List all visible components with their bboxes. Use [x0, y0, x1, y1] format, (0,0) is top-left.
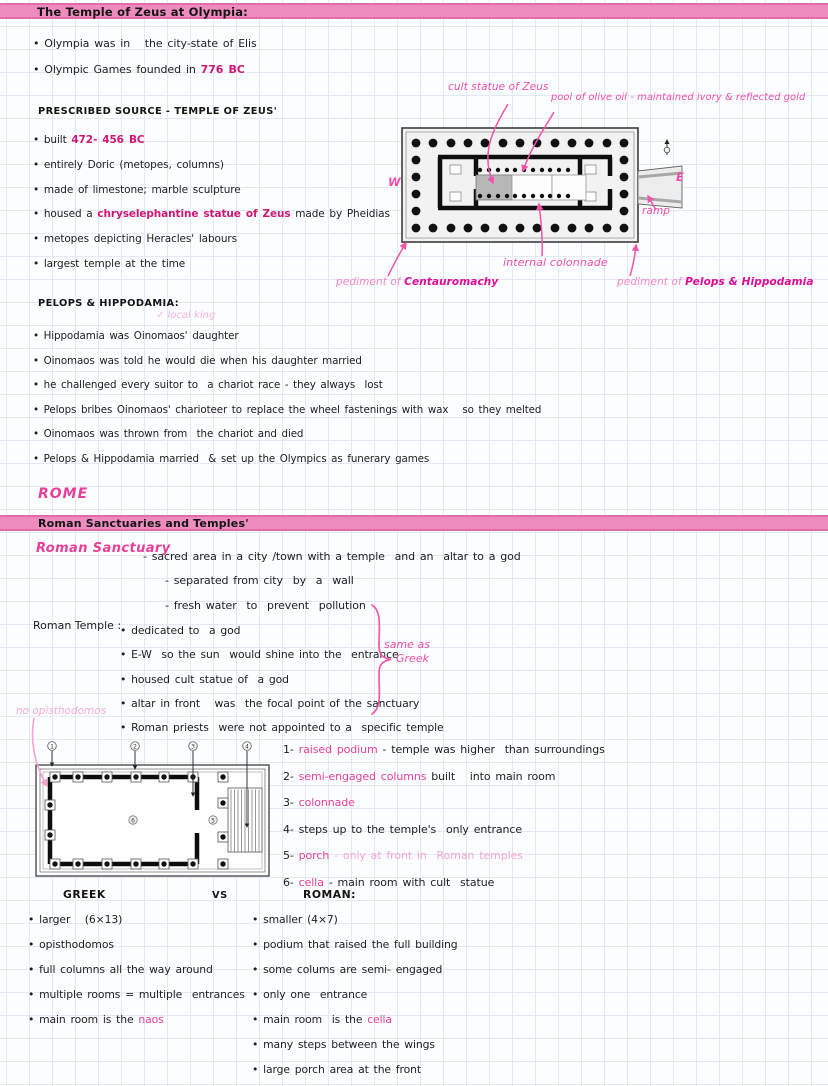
intro-line: • Olympia was in the city-state of Elis: [33, 37, 257, 50]
roman-line: • only one entrance: [252, 988, 368, 1001]
pediment-east-name: Pelops & Hippodamia: [685, 276, 814, 288]
feature-item: 2- semi-engaged columns built into main room: [283, 769, 556, 783]
sanctuary-line: - fresh water to prevent pollution: [165, 598, 366, 612]
roman-column-heading: ROMAN:: [303, 888, 356, 901]
roman-steps: [228, 788, 262, 852]
pelops-heading: PELOPS & HIPPODAMIA:: [38, 298, 180, 309]
porch-marker: 5: [211, 817, 215, 825]
roman-line: • smaller (4×7): [252, 913, 338, 926]
intro-line: • Olympic Games founded in 776 BC: [33, 63, 245, 76]
prescribed-line: • made of limestone; marble sculpture: [33, 183, 241, 196]
pediment-west-prefix: pediment of: [336, 276, 405, 288]
same-as-greek-line2: Greek: [396, 652, 429, 665]
roman-temple-line: • housed cult statue of a god: [120, 672, 289, 686]
oil-pool-label: pool of olive oil - maintained ivory & reflected gold: [551, 92, 806, 103]
prescribed-source-heading: PRESCRIBED SOURCE - TEMPLE OF ZEUS': [38, 106, 278, 117]
prescribed-line: • entirely Doric (metopes, columns): [33, 158, 224, 171]
roman-sanctuary-term: Roman Sanctuary: [36, 541, 171, 556]
page-title: The Temple of Zeus at Olympia:: [37, 5, 248, 19]
greek-line: • multiple rooms = multiple entrances: [28, 988, 245, 1001]
roman-line: • some colums are semi- engaged: [252, 963, 443, 976]
callout-3: 3: [191, 743, 195, 751]
pelops-line: • Pelops bribes Oinomaos' charioteer to replace the wheel fastenings with wax so they melted: [33, 403, 542, 416]
roman-temple-plan-diagram: [10, 700, 290, 885]
no-opisthodomos-annotation: no opisthodomos: [16, 705, 107, 717]
roman-temple-line: • Roman priests were not appointed to a specific temple: [120, 721, 444, 735]
roman-temple-term: Roman Temple :: [33, 619, 122, 632]
cult-statue-label: cult statue of Zeus: [448, 81, 549, 93]
greek-column-heading: GREEK: [63, 888, 106, 901]
east-label: E: [676, 170, 684, 184]
greek-line: • opisthodomos: [28, 938, 114, 951]
sanctuary-line: - separated from city by a wall: [165, 574, 354, 588]
pelops-line: • Pelops & Hippodamia married & set up the Olympics as funerary games: [33, 452, 430, 465]
west-label: W: [388, 175, 401, 189]
same-as-greek-line1: same as: [384, 638, 430, 651]
pediment-west-label: [336, 276, 498, 288]
intro-notes: [33, 31, 257, 83]
greek-column-notes: [28, 907, 245, 1032]
pelops-line: • Oinomaos was told he would die when his daughter married: [33, 354, 362, 367]
roman-feature-list: [283, 737, 605, 896]
feature-item: 4- steps up to the temple's only entrance: [283, 822, 523, 836]
callout-4: 4: [245, 743, 249, 751]
pediment-east-label: [617, 276, 814, 288]
roman-line: • large porch area at the front: [252, 1063, 421, 1076]
roman-line: • podium that raised the full building: [252, 938, 458, 951]
roman-sanctuary-notes: [143, 545, 521, 618]
greek-line: • full columns all the way around: [28, 963, 213, 976]
pediment-west-name: Centauromachy: [404, 276, 499, 288]
roman-column-notes: [252, 907, 458, 1082]
cella-marker: 6: [131, 817, 135, 825]
same-as-greek-note: [384, 638, 430, 666]
internal-colonnade-label: internal colonnade: [503, 256, 608, 269]
feature-item: 1- raised podium - temple was higher than surroundings: [283, 743, 605, 756]
roman-line: • many steps between the wings: [252, 1038, 435, 1051]
feature-item: 3- colonnade: [283, 796, 355, 809]
local-king-annotation: [156, 310, 215, 321]
roman-temple-line: • altar in front was the focal point of the sanctuary: [120, 696, 420, 710]
callout-2: 2: [133, 743, 137, 751]
prescribed-line: • largest temple at the time: [33, 257, 186, 270]
roman-section-title: Roman Sanctuaries and Temples': [38, 517, 249, 530]
prescribed-line: • metopes depicting Heracles' labours: [33, 233, 237, 246]
vs-label: VS: [212, 890, 228, 901]
greek-line: • larger (6×13): [28, 913, 123, 926]
pelops-line: • Hippodamia was Oinomaos' daughter: [33, 330, 239, 342]
roman-temple-line: • dedicated to a god: [120, 624, 241, 637]
roman-temple-line: • E-W so the sun would shine into the entrance: [120, 648, 399, 662]
callout-1: 1: [50, 743, 54, 751]
roman-line: • main room is the cella: [252, 1013, 392, 1026]
pediment-east-prefix: pediment of: [617, 276, 686, 288]
feature-item: 5- porch - only at front in Roman temples: [283, 849, 523, 862]
pelops-line: • Oinomaos was thrown from the chariot and died: [33, 428, 304, 441]
pelops-notes: [33, 324, 541, 472]
ramp-label: ramp: [642, 205, 671, 217]
north-compass-icon: [664, 140, 670, 155]
pelops-line: • he challenged every suitor to a chariot race - they always lost: [33, 379, 383, 392]
rome-heading: ROME: [38, 486, 89, 502]
sanctuary-line: - sacred area in a city /town with a temple and an altar to a god: [143, 550, 521, 563]
greek-line: • main room is the naos: [28, 1013, 164, 1026]
local-king-text: local king: [167, 310, 216, 321]
feature-item: 6- cella - main room with cult statue: [283, 875, 495, 889]
prescribed-line: • housed a chryselephantine statue of Zeus made by Pheidias: [33, 208, 390, 221]
pointer-check-icon: ✓: [156, 310, 165, 321]
prescribed-line: • built 472- 456 BC: [33, 134, 145, 146]
